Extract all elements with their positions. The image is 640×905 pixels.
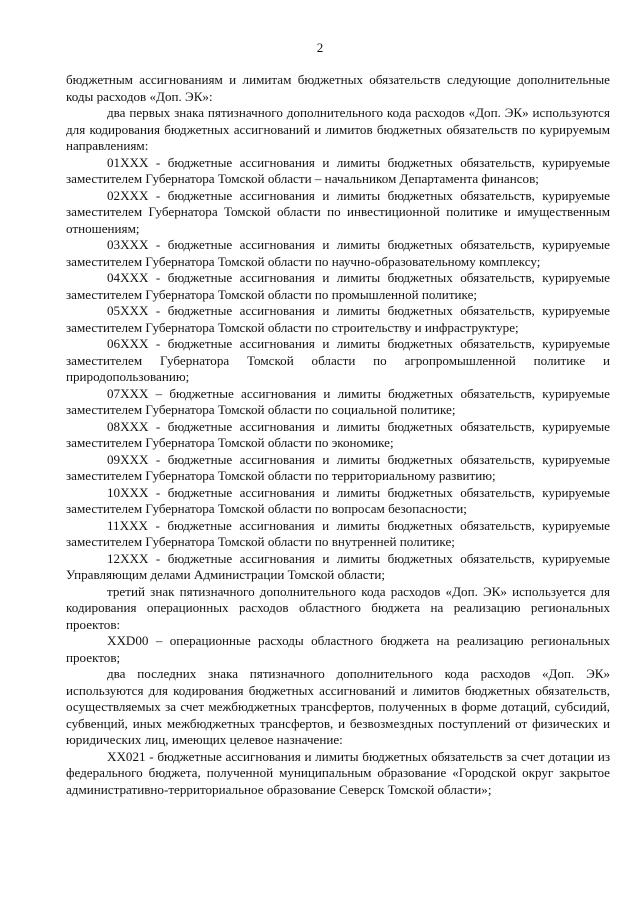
paragraph-first-two-digits: два первых знака пятизначного дополнительного кода расходов «Доп. ЭК» используются для кодирования бюджетных ассигнований и лимитов бюджетных обязательств по курируемым направлениям: xyxy=(66,105,610,153)
paragraph-code-05: 05ХХХ - бюджетные ассигнования и лимиты бюджетных обязательств, курируемые заместителем Губернатора Томской области по строительству и инфраструктуре; xyxy=(66,303,610,335)
paragraph-intro-continuation: бюджетным ассигнованиям и лимитам бюджетных обязательств следующие дополнительные коды расходов «Доп. ЭК»: xyxy=(66,72,610,104)
paragraph-code-06: 06ХХХ - бюджетные ассигнования и лимиты бюджетных обязательств, курируемые заместителем Губернатора Томской области по агропромышленной политике и природопользованию; xyxy=(66,336,610,384)
paragraph-code-02: 02ХХХ - бюджетные ассигнования и лимиты бюджетных обязательств, курируемые заместителем Губернатора Томской области по инвестиционной политике и имущественным отношениям; xyxy=(66,187,610,236)
page-number: 2 xyxy=(316,40,324,55)
paragraph-code-01: 01ХХХ - бюджетные ассигнования и лимиты бюджетных обязательств, курируемые заместителем Губернатора Томской области – начальником Департамента финансов; xyxy=(66,154,610,186)
paragraph-third-digit: третий знак пятизначного дополнительного кода расходов «Доп. ЭК» используется для кодирования операционных расходов областного бюджета на реализацию региональных проектов: xyxy=(66,583,610,632)
paragraph-code-09: 09ХХХ - бюджетные ассигнования и лимиты бюджетных обязательств, курируемые заместителем Губернатора Томской области по территориальному развитию; xyxy=(66,451,610,483)
paragraph-code-12: 12ХХХ - бюджетные ассигнования и лимиты бюджетных обязательств, курируемые Управляющим делами Администрации Томской области; xyxy=(66,550,610,582)
paragraph-code-07: 07ХХХ – бюджетные ассигнования и лимиты бюджетных обязательств, курируемые заместителем Губернатора Томской области по социальной политике; xyxy=(66,385,610,417)
paragraph-code-11: 11ХХХ - бюджетные ассигнования и лимиты бюджетных обязательств, курируемые заместителем Губернатора Томской области по внутренней политике; xyxy=(66,517,610,549)
paragraph-code-03: 03ХХХ - бюджетные ассигнования и лимиты бюджетных обязательств, курируемые заместителем Губернатора Томской области по научно-образовательному комплексу; xyxy=(66,237,610,269)
document-body xyxy=(66,72,610,798)
paragraph-code-04: 04ХХХ - бюджетные ассигнования и лимиты бюджетных обязательств, курируемые заместителем Губернатора Томской области по промышленной политике; xyxy=(66,270,610,302)
paragraph-code-10: 10ХХХ - бюджетные ассигнования и лимиты бюджетных обязательств, курируемые заместителем Губернатора Томской области по вопросам безопасности; xyxy=(66,484,610,516)
paragraph-code-xx021: ХХ021 - бюджетные ассигнования и лимиты бюджетных обязательств за счет дотации из федерального бюджета, полученной муниципальным образование «Городской округ закрытое административно-территориальное образование Северск Томской области»; xyxy=(66,748,610,797)
paragraph-code-08: 08ХХХ - бюджетные ассигнования и лимиты бюджетных обязательств, курируемые заместителем Губернатора Томской области по экономике; xyxy=(66,418,610,450)
paragraph-last-two-digits: два последних знака пятизначного дополнительного кода расходов «Доп. ЭК» используются для кодирования бюджетных ассигнований и лимитов бюджетных обязательств, осуществляемых за счет межбюджетных трансфертов, полученных в форме дотаций, субсидий, субвенций, иных межбюджетных трансфертов, и безвозмездных поступлений от физических и юридических лиц, имеющих целевое назначение: xyxy=(66,666,610,747)
paragraph-code-xxd00: ХХD00 – операционные расходы областного бюджета на реализацию региональных проектов; xyxy=(66,633,610,665)
